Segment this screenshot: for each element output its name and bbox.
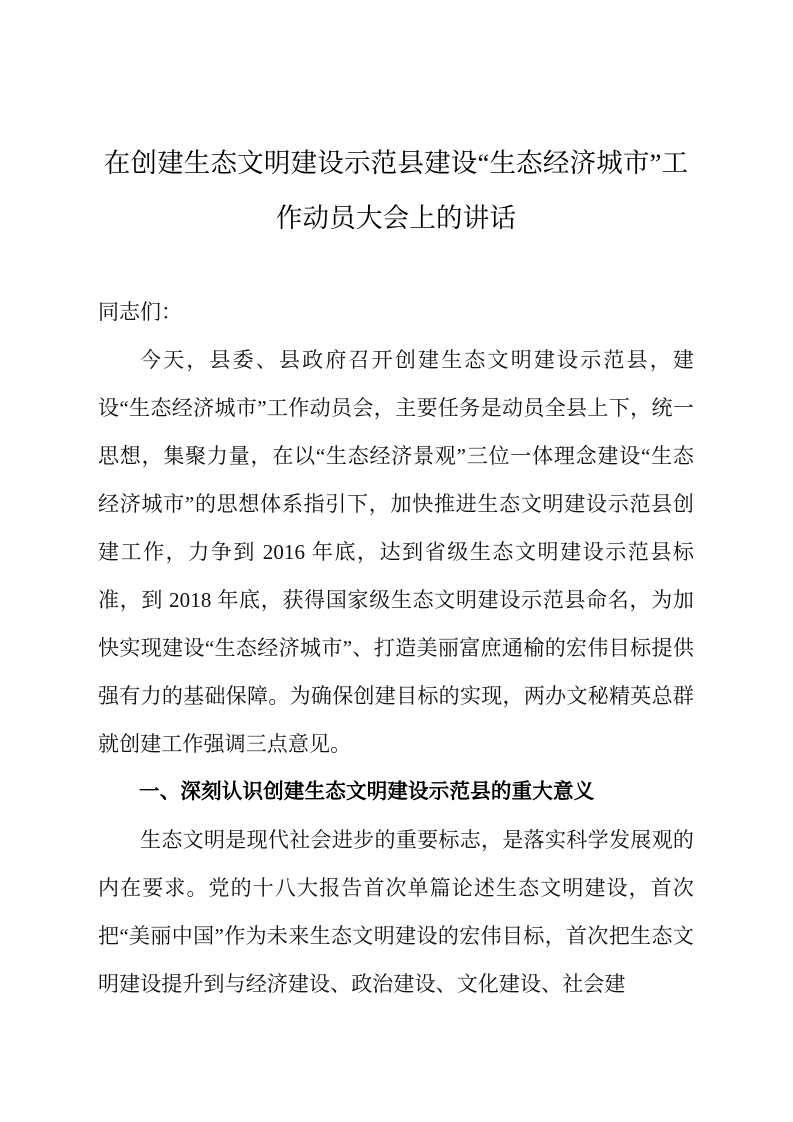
section-heading-one: 一、深刻认识创建生态文明建设示范县的重大意义 (139, 780, 595, 803)
document-title: 在创建生态文明建设示范县建设“生态经济城市”工作动员大会上的讲话 (103, 148, 689, 233)
page-content-area (98, 0, 694, 1008)
salutation: 同志们： (98, 300, 182, 324)
body-paragraph-intro: 今天，县委、县政府召开创建生态文明建设示范县，建设“生态经济城市”工作动员会，主要任务是动员全县上下，统一思想，集聚力量，在以“生态经济景观”三位一体理念建设“生态经济城市”的思想体系指引下，加快推进生态文明建设示范县创建工作，力争到 2016 年底，达到省级生态文明建设示范县标准，到 2018 年底，获得国家级生态文明建设示范县命名，为加快实现建设“生态经济城市”、打造美丽富庶通榆的宏伟目标提供强有力的基础保障。为确保创建目标的实现，两办文秘精英总群就创建工作强调三点意见。 (98, 348, 694, 756)
section-body-clip (98, 816, 694, 1008)
body-paragraph-section-one: 生态文明是现代社会进步的重要标志，是落实科学发展观的内在要求。党的十八大报告首次单篇论述生态文明建设，首次把“美丽中国”作为未来生态文明建设的宏伟目标，首次把生态文明建设提升到与经济建设、政治建设、文化建设、社会建 (98, 828, 694, 996)
